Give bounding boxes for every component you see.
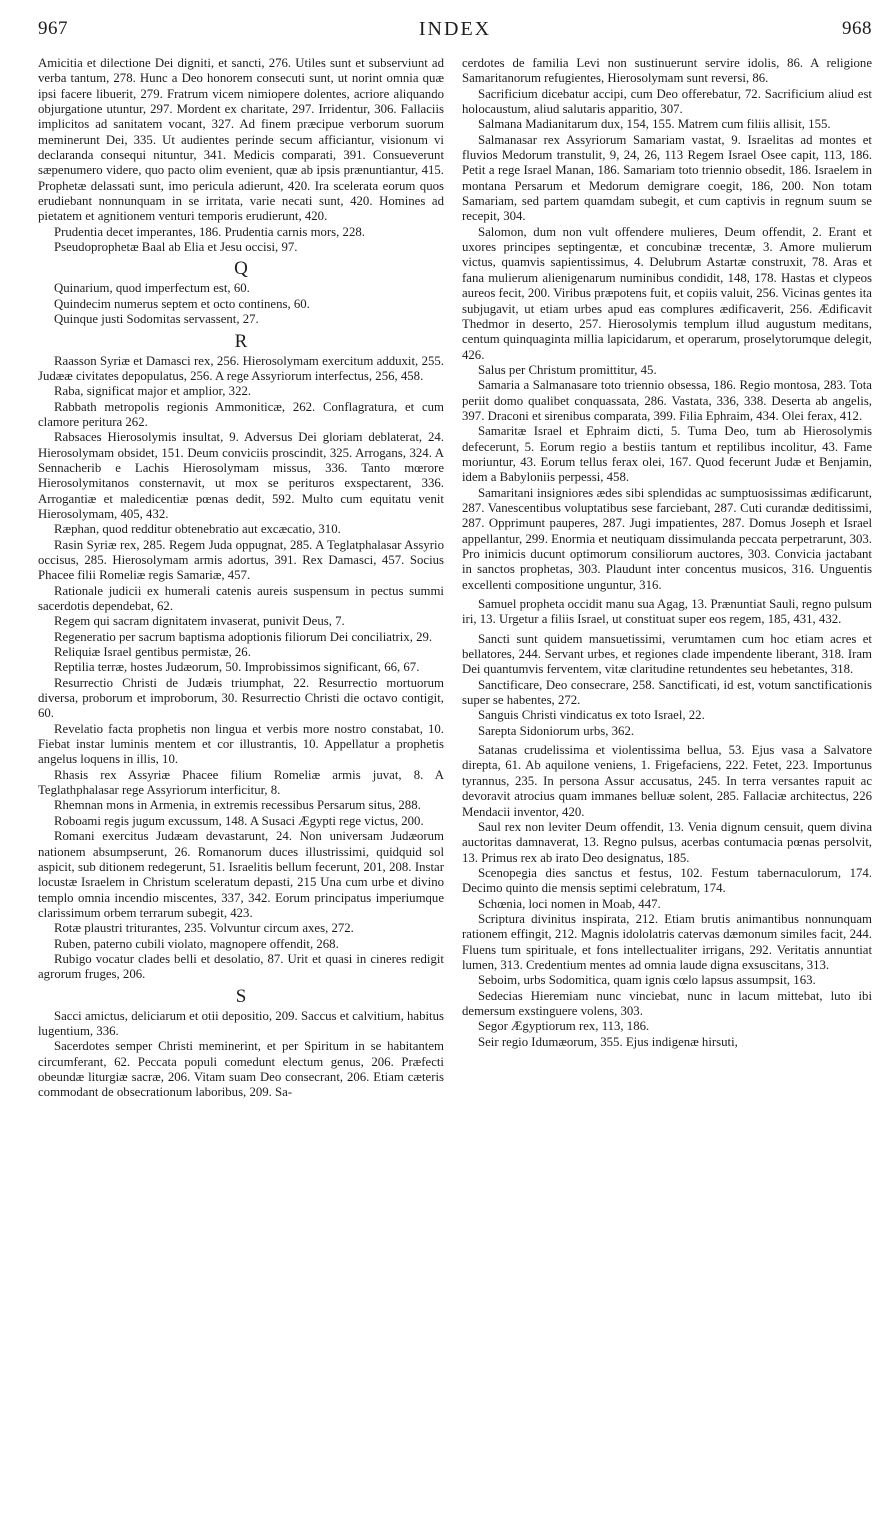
index-entry: Ruben, paterno cubili violato, magnopere offendit, 268.	[54, 936, 339, 951]
index-entry: Salomon, dum non vult offendere mulieres, Deum offendit, 2. Erant et uxores principes septingentæ, et concubinæ trecentæ, 3. Amore mulierum victus, quamvis sapientissimus, 4. Delubrum Astartæ construxit, 78. Aras et fana mulierum alienigenarum numinibus condidit, 148, 178. Hastas et clypeos aureos fecit, 200. Viribus præpotens fuit, et copiis valuit, 256. Vicinas gentes ita subjugavit, ut etiam urbes apud eas complures ædificaverit, 256. Ædificavit Thedmor in deserto, 257. Hierosolymis templum illud augustum meditans, centum quinquaginta millia lapicidarum, et operarum, proselytorumque delegit, 426.	[462, 224, 872, 362]
index-entry: Raba, significat major et amplior, 322.	[54, 384, 252, 399]
index-entry: Quindecim numerus septem et octo continens, 60.	[54, 296, 310, 311]
index-entry: Rhemnan mons in Armenia, in extremis recessibus Persarum situs, 288.	[54, 798, 421, 813]
index-entry: Revelatio facta prophetis non lingua et verbis more nostro constabat, 10. Fiebat instar luminis mentem et cor illustrantis, 10. Appellatur a prophetis angelus loquens in illis, 10.	[38, 721, 444, 767]
index-entry: Ræphan, quod redditur obtenebratio aut excæcatio, 310.	[54, 522, 341, 537]
index-entry: Rotæ plaustri triturantes, 235. Volvuntur circum axes, 272.	[54, 921, 354, 936]
index-entry: Reliquiæ Israel gentibus permistæ, 26.	[54, 645, 251, 660]
index-entry: Reptilia terræ, hostes Judæorum, 50. Improbissimos significant, 66, 67.	[54, 660, 420, 675]
index-entry: Satanas crudelissima et violentissima bellua, 53. Ejus vasa a Salvatore direpta, 61. Ab aquilone veniens, 1. Frigefaciens, 222. Fetet, 223. Importunus tyrannus, 235. In persona Assur accusatus, 245. In terra versantes rapuit ac devoravit atrocius quam immanes belluæ solent, 285. Fallaciæ architectus, 226 Mendacii inventor, 420.	[462, 743, 872, 819]
running-title: INDEX	[418, 18, 492, 40]
index-entry: Regeneratio per sacrum baptisma adoptionis filiorum Dei conciliatrix, 29.	[54, 629, 433, 644]
index-entry: Rabbath metropolis regionis Ammoniticæ, 262. Conflagratura, et cum clamore peritura 262.	[38, 399, 444, 429]
index-entry: Rasin Syriæ rex, 285. Regem Juda oppugnat, 285. A Teglatphalasar Assyrio occisus, 285. Hierosolymam armis adortus, 391. Rex Damasci, 457. Socius Phacee filii Romeliæ regis Samariæ, 457.	[38, 537, 444, 583]
index-entry: Amicitia et dilectione Dei digniti, et sancti, 276. Utiles sunt et subserviunt ad verba tantum, 278. Hunc a Deo honorem consecuti sunt, ut norint omnia quæ ipsi facere libuerit, 279. Fratrum vicem nimiopere dolentes, acriore aliquando objurgatione utuntur, 297. Mordent ex charitate, 297. Irridentur, 306. Fallaciis implicitos ad sanitatem vocant, 327. Ad finem præcipue verborum suorum meminerunt Dei, 335. Ut audientes perinde secum afficiantur, visionum vi declaranda consequi nituntur, 341. Medicis comparati, 391. Consueverunt sæpenumero videre, quo pacto olim evenient, quæ ab ipsis prænuntiantur, 415. Prophetæ delassati sunt, imo pericula adierunt, 420. Ira scelerata eorum quos erudiebant nonnunquam in se irritata, varie necati sunt, 420. Homines ad pietatem et agnitionem venturi temporis erudierunt, 420.	[38, 56, 444, 224]
section-letter: Q	[234, 258, 248, 280]
right-column	[462, 56, 872, 1531]
section-letter: R	[234, 330, 248, 352]
index-entry: Sanctificare, Deo consecrare, 258. Sanctificati, id est, votum sanctificationis super se habentes, 272.	[462, 677, 872, 708]
index-entry: Sacci amictus, deliciarum et otii depositio, 209. Saccus et calvitium, habitus lugentium, 336.	[38, 1008, 444, 1038]
index-entry: Rhasis rex Assyriæ Phacee filium Romeliæ armis juvat, 8. A Teglathphalasar rege Assyriorum interficitur, 8.	[38, 767, 444, 798]
index-entry: Salmanasar rex Assyriorum Samariam vastat, 9. Israelitas ad montes et fluvios Medorum transtulit, 9, 24, 26, 113 Regem Israel Osee capit, 113, 186. Petit a rege Israel Manan, 186. Samariam toto triennio obsedit, 186. Israelem in montana Persarum et Medorum demigrare coegit, 186, 200. Non totam Samariam, sed partem quamdam subegit, et cum captivis in regnum suum se recepit, 304.	[462, 132, 872, 224]
index-entry: Scriptura divinitus inspirata, 212. Etiam brutis animantibus nonnunquam rationem effingit, 212. Magnis idololatris catervas dæmonum similes facit, 244. Fluens tum spirituale, et fons intellectualiter irrigans, 292. Veritatis annuntiat lumen, 313. Credentium mentes ad omnia laude digna exsuscitans, 313.	[462, 911, 872, 972]
index-entry: Samaritani insigniores ædes sibi splendidas ac sumptuosissimas ædificarunt, 287. Vanescentibus voluptatibus sese farciebant, 287. Cuti curandæ deditissimi, 287. Opprimunt pauperes, 287. Jugi impatientes, 287. Domus Joseph et Israel appellantur, 299. Enormia et neutiquam dissimulanda peccata perpetrarunt, 303. Pro inimicis ducunt optimorum consiliorum auctores, 303. Convicia jactabant in sanctos prophetas, 303. Plaudunt inter concentus musicos, 316. Unguentis excellenti compositione unguntur, 316.	[462, 485, 872, 592]
index-entry: Regem qui sacram dignitatem invaserat, punivit Deus, 7.	[54, 614, 345, 629]
index-entry: Segor Ægyptiorum rex, 113, 186.	[478, 1019, 650, 1034]
index-entry: Schœnia, loci nomen in Moab, 447.	[478, 896, 661, 911]
index-entry: Seboim, urbs Sodomitica, quam ignis cœlo lapsus assumpsit, 163.	[478, 973, 816, 988]
index-entry: Quinarium, quod imperfectum est, 60.	[54, 281, 250, 296]
index-entry: Sacerdotes semper Christi meminerint, et per Spiritum in se habitantem circumferant, 62. Peccata populi comedunt electum genus, 206. Præfecti obeundæ liturgiæ sacræ, 206. Vitam suam Deo consecrant, 206. Etiam cæteris commodant de obsecrationum laboribus, 209. Sa-	[38, 1039, 444, 1100]
index-entry: Samaritæ Israel et Ephraim dicti, 5. Tuma Deo, tum ab Hierosolymis defecerunt, 5. Eorum regio a bestiis tantum et reptilibus incolitur, 43. Fame moriuntur, 43. Eorum tellus ferax olei, 167. Quod fecerunt Judæ et Benjamin, idem a Babyloniis perpessi, 458.	[462, 424, 872, 485]
index-entry: Sacrificium dicebatur accipi, cum Deo offerebatur, 72. Sacrificium aliud est holocaustum, aliud salutaris apparitio, 307.	[462, 86, 872, 117]
index-entry: Prudentia decet imperantes, 186. Prudentia carnis mors, 228.	[54, 224, 365, 239]
page-number-left: 967	[38, 18, 68, 39]
index-entry: Sarepta Sidoniorum urbs, 362.	[478, 723, 635, 738]
left-column	[38, 56, 444, 1531]
index-entry: Rabsaces Hierosolymis insultat, 9. Adversus Dei gloriam deblaterat, 24. Hierosolymam obsidet, 151. Deum conviciis proscindit, 325. Arrogans, 324. A Sennacherib e Lachis Hierosolymam missus, 336. Tanto mœrore Hierosolymitanos consternavit, ut mox se perituros exspectarent, 336. Arrogantiæ et maledicentiæ pœnas dedit, 592. Multo cum equitatu venit Hierosolymam, 405, 432.	[38, 430, 444, 521]
index-entry: Samaria a Salmanasare toto triennio obsessa, 186. Regio montosa, 283. Tota periit domo qualibet conquassata, 286. Vastata, 336, 338. Deserta ab angelis, 397. Draconi et sirenibus comparata, 399. Filia Ephraim, 434. Olei ferax, 412.	[462, 378, 872, 423]
index-entry: Seir regio Idumæorum, 355. Ejus indigenæ hirsuti,	[478, 1034, 738, 1049]
index-entry: Sedecias Hieremiam nunc vinciebat, nunc in lacum mittebat, luto ibi demersum exstinguere volens, 303.	[462, 988, 872, 1018]
index-entry: Salus per Christum promittitur, 45.	[478, 362, 657, 377]
running-header	[38, 18, 872, 46]
index-entry: Raasson Syriæ et Damasci rex, 256. Hierosolymam exercitum adduxit, 255. Judææ civitates depopulatus, 256. A rege Assyriorum interfectus, 256, 458.	[38, 353, 444, 383]
index-entry: Quinque justi Sodomitas servassent, 27.	[54, 312, 259, 327]
index-entry: Rationale judicii ex humerali catenis aureis suspensum in pectus summi sacerdotis dependebat, 62.	[38, 583, 444, 613]
index-entry: Romani exercitus Judæam devastarunt, 24. Non universam Judæorum nationem absumpserunt, 26. Romanorum duces illustrissimi, quidquid sol aspicit, sub ditionem redegerunt, 51. Israelitis bellum fecerunt, 201, 208. Instar locustæ Israelem in Christum sceleratum depasti, 215 Una cum urbe et divino templo omnia incendio miscentes, 337, 342. Eorum principatus imperiumque clarissimum orbem terrarum subegit, 423.	[38, 829, 444, 920]
index-entry: Roboami regis jugum excussum, 148. A Susaci Ægypti rege victus, 200.	[54, 813, 424, 828]
index-entry: cerdotes de familia Levi non sustinuerunt servire idolis, 86. A religione Samaritanorum refugientes, Hierosolymam sunt reversi, 86.	[462, 56, 872, 86]
index-entry: Scenopegia dies sanctus et festus, 102. Festum tabernaculorum, 174. Decimo quinto die mensis septimi celebratum, 174.	[462, 865, 872, 896]
index-entry: Samuel propheta occidit manu sua Agag, 13. Prænuntiat Sauli, regno pulsum iri, 13. Urgetur a filiis Israel, ut constituat super eos regem, 185, 431, 432.	[462, 597, 872, 627]
index-entry: Rubigo vocatur clades belli et desolatio, 87. Urit et quasi in cineres redigit agrorum fruges, 206.	[38, 951, 444, 982]
index-entry: Saul rex non leviter Deum offendit, 13. Venia dignum censuit, quem divina auctoritas damnaverat, 13. Regno pulsus, acerbas contumacia pœnas persolvit, 13. Primus rex ab irato Deo designatus, 185.	[462, 819, 872, 865]
page-number-right: 968	[842, 18, 872, 39]
index-entry: Pseudoprophetæ Baal ab Elia et Jesu occisi, 97.	[54, 240, 298, 255]
index-entry: Sanguis Christi vindicatus ex toto Israel, 22.	[478, 708, 705, 723]
index-entry: Salmana Madianitarum dux, 154, 155. Matrem cum filiis allisit, 155.	[478, 117, 831, 132]
index-entry: Sancti sunt quidem mansuetissimi, verumtamen cum hoc etiam acres et bellatores, 244. Servant urbes, et regiones clade impendente liberant, 318. Iram Dei quantumvis ferventem, vitæ claritudine retundentes seu hebetantes, 318.	[462, 631, 872, 677]
section-letter: S	[235, 985, 247, 1007]
index-entry: Resurrectio Christi de Judæis triumphat, 22. Resurrectio mortuorum diversa, proborum et improborum, 30. Resurrectio Christi die octavo contigit, 60.	[38, 675, 444, 721]
